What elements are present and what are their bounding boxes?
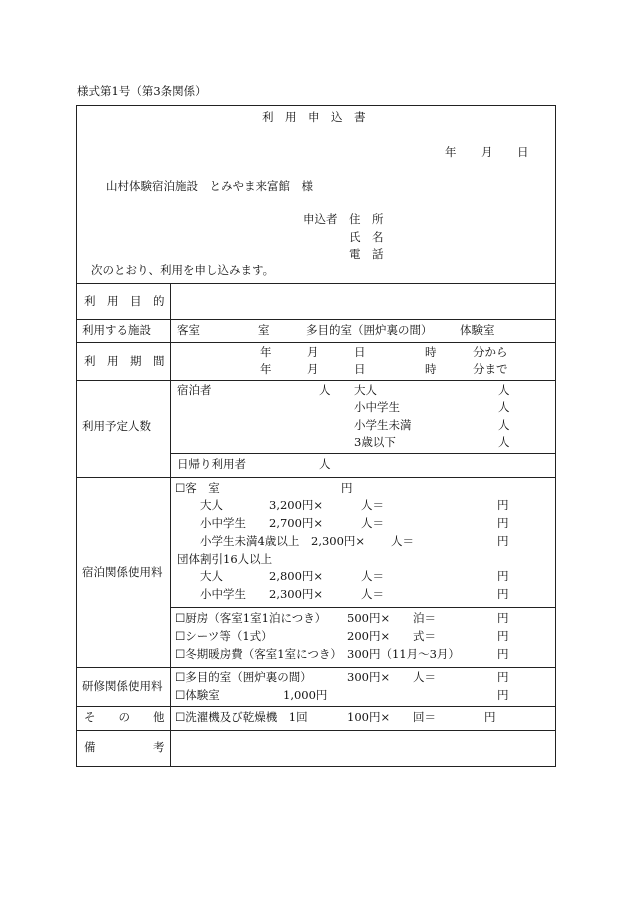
unit-yen: 円 [497,569,509,583]
washer-price: 100円× [347,710,391,724]
stay-fee-label: 宿泊関係使用料 [82,565,163,579]
divider [76,706,556,707]
intro-text: 次のとおり、利用を申し込みます。 [91,263,275,277]
unit-yen: 円 [497,670,509,684]
divider [76,667,556,668]
facility-multi-room: 多目的室（囲炉裏の間） [306,323,433,337]
period-label: 利 用 期 間 [84,354,165,368]
other-label: そ の 他 [84,710,165,724]
unit-person: 人 [498,383,510,397]
date-day: 日 [517,145,529,159]
heating-price: 300円（11月～3月） [347,647,460,661]
exp-room-checkbox[interactable]: ☐体験室 [175,688,220,702]
people-label: 利用予定人数 [82,419,151,433]
facility-exp-room: 体験室 [460,323,495,337]
period-to-day: 日 [354,362,366,376]
fee-group-child: 小中学生 [200,587,246,601]
sheets-price: 200円× [347,629,391,643]
day-users-label: 日帰り利用者 [177,457,246,471]
applicant-name: 氏 名 [349,230,384,244]
unit-yen: 円 [497,647,509,661]
applicant-label: 申込者 [303,212,338,226]
fee-adult: 大人 [200,498,223,512]
multi-room-checkbox[interactable]: ☐多目的室（囲炉裏の間） [175,670,312,684]
kitchen-checkbox[interactable]: ☐厨房（客室1室1泊につき） [175,611,327,625]
unit-yen: 円 [497,516,509,530]
unit-yen: 円 [341,481,353,495]
unit-yen: 円 [497,498,509,512]
person-eq: 人＝ [361,498,384,512]
column-divider [170,283,171,767]
period-to-month: 月 [307,362,319,376]
training-fee-label: 研修関係使用料 [82,679,163,693]
facility-guest-room: 客室 [177,323,200,337]
fee-under: 小学生未満4歳以上 [200,534,300,548]
period-from-day: 日 [354,345,366,359]
unit-person: 人 [319,383,331,397]
fee-group-adult: 大人 [200,569,223,583]
period-from-month: 月 [307,345,319,359]
fee-child: 小中学生 [200,516,246,530]
divider [76,283,556,284]
unit-yen: 円 [497,534,509,548]
fee-under-price: 2,300円× [311,534,366,548]
person-eq: 人＝ [361,587,384,601]
period-from-hour: 時 [425,345,437,359]
divider [76,342,556,343]
purpose-label: 利 用 目 的 [84,294,165,308]
period-from-year: 年 [260,345,272,359]
person-eq: 人＝ [413,670,436,684]
fee-group-adult-price: 2,800円× [269,569,324,583]
washer-checkbox[interactable]: ☐洗濯機及び乾燥機 1回 [175,710,308,724]
divider [76,730,556,731]
heating-checkbox[interactable]: ☐冬期暖房費（客室1室につき） [175,647,342,661]
unit-yen: 円 [497,587,509,601]
unit-yen: 円 [497,611,509,625]
divider [76,477,556,478]
times-eq: 回＝ [413,710,436,724]
exp-room-price: 1,000円 [283,688,328,702]
date-year: 年 [445,145,457,159]
divider [76,380,556,381]
period-from-minute: 分から [473,345,508,359]
divider [170,607,556,608]
set-eq: 式＝ [413,629,436,643]
divider [170,453,556,454]
divider [76,319,556,320]
date-month: 月 [481,145,493,159]
unit-person: 人 [319,457,331,471]
unit-person: 人 [498,435,510,449]
group-discount: 団体割引16人以上 [177,552,273,566]
period-to-hour: 時 [425,362,437,376]
applicant-phone: 電 話 [349,247,384,261]
remarks-label: 備 考 [84,740,165,754]
addressee: 山村体験宿泊施設 とみやま来富館 様 [106,179,313,193]
three-label: 3歳以下 [354,435,396,449]
unit-yen: 円 [497,629,509,643]
period-to-minute: 分まで [473,362,508,376]
form-number: 様式第1号（第3条関係） [77,84,207,98]
period-to-year: 年 [260,362,272,376]
facility-room-unit: 室 [258,323,270,337]
person-eq: 人＝ [391,534,414,548]
adult-label: 大人 [354,383,377,397]
facility-label: 利用する施設 [82,323,151,337]
fee-child-price: 2,700円× [269,516,324,530]
stay-guests-label: 宿泊者 [177,383,212,397]
unit-person: 人 [498,400,510,414]
fee-group-child-price: 2,300円× [269,587,324,601]
person-eq: 人＝ [361,516,384,530]
unit-yen: 円 [497,688,509,702]
applicant-address: 住 所 [349,212,384,226]
night-eq: 泊＝ [413,611,436,625]
sheets-checkbox[interactable]: ☐シーツ等（1式） [175,629,273,643]
multi-room-price: 300円× [347,670,391,684]
form-title: 利 用 申 込 書 [262,110,366,124]
fee-adult-price: 3,200円× [269,498,324,512]
person-eq: 人＝ [361,569,384,583]
unit-person: 人 [498,418,510,432]
room-checkbox[interactable]: ☐客 室 [175,481,220,495]
unit-yen: 円 [484,710,496,724]
kitchen-price: 500円× [347,611,391,625]
under-label: 小学生未満 [354,418,412,432]
child-label: 小中学生 [354,400,400,414]
